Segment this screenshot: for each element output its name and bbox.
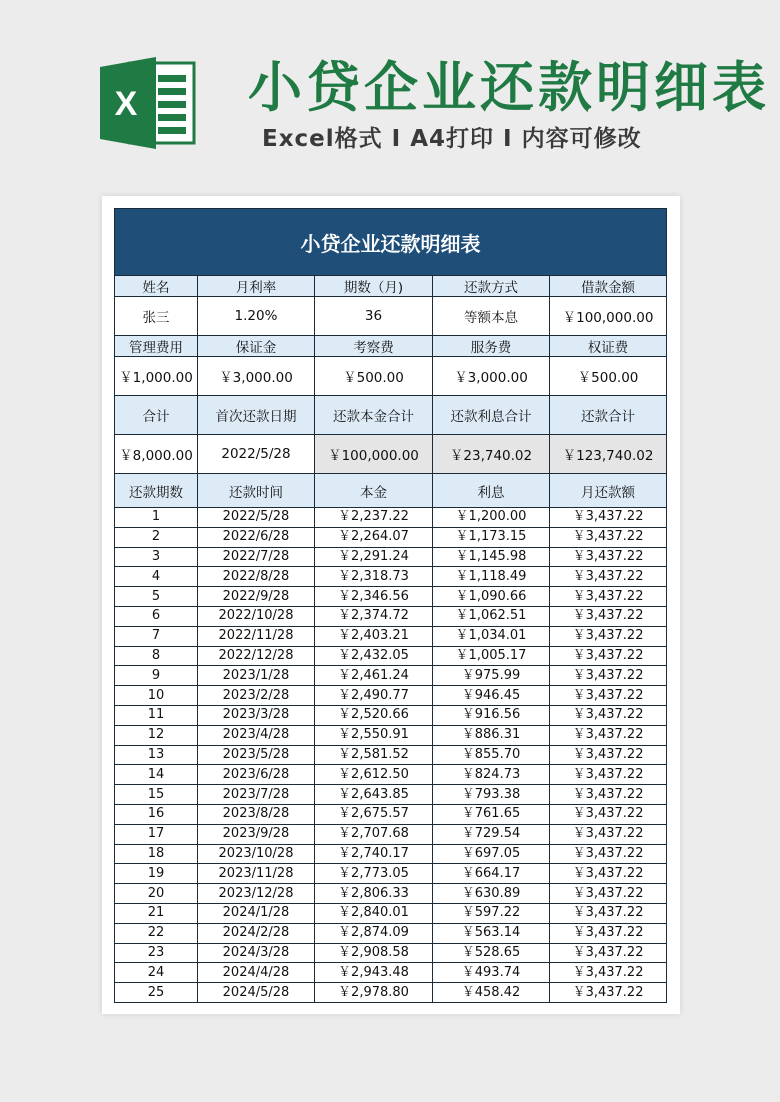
table-row xyxy=(115,508,667,528)
date-cell[interactable]: 2023/4/28 xyxy=(198,725,315,745)
date-cell[interactable]: 2023/12/28 xyxy=(198,884,315,904)
period-cell[interactable]: 8 xyxy=(115,646,198,666)
fees-total-cell[interactable]: ￥8,000.00 xyxy=(115,435,198,474)
monthly-payment-cell[interactable]: ￥3,437.22 xyxy=(550,745,667,765)
date-cell[interactable]: 2024/4/28 xyxy=(198,963,315,983)
interest-cell[interactable]: ￥793.38 xyxy=(433,785,550,805)
principal-cell[interactable]: ￥2,707.68 xyxy=(315,824,433,844)
principal-cell[interactable]: ￥2,581.52 xyxy=(315,745,433,765)
header-cell: 还款本金合计 xyxy=(315,396,433,435)
table-row xyxy=(115,824,667,844)
header-cell: 还款合计 xyxy=(550,396,667,435)
principal-cell[interactable]: ￥2,432.05 xyxy=(315,646,433,666)
borrower-name-cell[interactable]: 张三 xyxy=(115,297,198,336)
table-row xyxy=(115,983,667,1003)
principal-cell[interactable]: ￥2,461.24 xyxy=(315,666,433,686)
interest-cell[interactable]: ￥1,062.51 xyxy=(433,606,550,626)
fee-header-row xyxy=(115,336,667,357)
header-cell: 保证金 xyxy=(198,336,315,357)
table-row xyxy=(115,666,667,686)
date-cell[interactable]: 2023/11/28 xyxy=(198,864,315,884)
date-cell[interactable]: 2022/9/28 xyxy=(198,587,315,607)
table-row xyxy=(115,686,667,706)
title-certificate-fee-cell[interactable]: ￥500.00 xyxy=(550,357,667,396)
principal-cell[interactable]: ￥2,520.66 xyxy=(315,705,433,725)
header-cell: 利息 xyxy=(433,474,550,508)
period-cell[interactable]: 3 xyxy=(115,547,198,567)
principal-cell[interactable]: ￥2,643.85 xyxy=(315,785,433,805)
header-cell: 权证费 xyxy=(550,336,667,357)
principal-cell[interactable]: ￥2,346.56 xyxy=(315,587,433,607)
date-cell[interactable]: 2022/12/28 xyxy=(198,646,315,666)
table-row xyxy=(115,765,667,785)
loan-amount-cell[interactable]: ￥100,000.00 xyxy=(550,297,667,336)
interest-cell[interactable]: ￥630.89 xyxy=(433,884,550,904)
monthly-payment-cell[interactable]: ￥3,437.22 xyxy=(550,725,667,745)
table-row xyxy=(115,626,667,646)
info-header-row xyxy=(115,276,667,297)
table-row xyxy=(115,943,667,963)
interest-cell[interactable]: ￥946.45 xyxy=(433,686,550,706)
period-cell[interactable]: 19 xyxy=(115,864,198,884)
principal-cell[interactable]: ￥2,318.73 xyxy=(315,567,433,587)
term-months-cell[interactable]: 36 xyxy=(315,297,433,336)
interest-total-cell[interactable]: ￥23,740.02 xyxy=(433,435,550,474)
period-cell[interactable]: 14 xyxy=(115,765,198,785)
period-cell[interactable]: 21 xyxy=(115,903,198,923)
table-row xyxy=(115,745,667,765)
principal-cell[interactable]: ￥2,291.24 xyxy=(315,547,433,567)
interest-cell[interactable]: ￥1,118.49 xyxy=(433,567,550,587)
page-subtitle: Excel格式 I A4打印 I 内容可修改 xyxy=(262,126,642,152)
principal-cell[interactable]: ￥2,675.57 xyxy=(315,804,433,824)
monthly-payment-cell[interactable]: ￥3,437.22 xyxy=(550,884,667,904)
period-cell[interactable]: 11 xyxy=(115,705,198,725)
table-row xyxy=(115,785,667,805)
interest-cell[interactable]: ￥1,145.98 xyxy=(433,547,550,567)
table-title-row xyxy=(115,209,667,276)
interest-cell[interactable]: ￥824.73 xyxy=(433,765,550,785)
date-cell[interactable]: 2024/2/28 xyxy=(198,923,315,943)
date-cell[interactable]: 2023/10/28 xyxy=(198,844,315,864)
interest-cell[interactable]: ￥1,034.01 xyxy=(433,626,550,646)
header-cell: 姓名 xyxy=(115,276,198,297)
table-row xyxy=(115,923,667,943)
monthly-payment-cell[interactable]: ￥3,437.22 xyxy=(550,527,667,547)
inspection-fee-cell[interactable]: ￥500.00 xyxy=(315,357,433,396)
interest-cell[interactable]: ￥1,200.00 xyxy=(433,508,550,528)
table-row xyxy=(115,725,667,745)
period-cell[interactable]: 6 xyxy=(115,606,198,626)
period-cell[interactable]: 20 xyxy=(115,884,198,904)
management-fee-cell[interactable]: ￥1,000.00 xyxy=(115,357,198,396)
interest-cell[interactable]: ￥729.54 xyxy=(433,824,550,844)
table-row xyxy=(115,527,667,547)
date-cell[interactable]: 2023/9/28 xyxy=(198,824,315,844)
date-cell[interactable]: 2024/5/28 xyxy=(198,983,315,1003)
monthly-payment-cell[interactable]: ￥3,437.22 xyxy=(550,547,667,567)
monthly-payment-cell[interactable]: ￥3,437.22 xyxy=(550,824,667,844)
principal-cell[interactable]: ￥2,403.21 xyxy=(315,626,433,646)
payment-header-row xyxy=(115,474,667,508)
table-row xyxy=(115,963,667,983)
header-cell: 服务费 xyxy=(433,336,550,357)
principal-cell[interactable]: ￥2,740.17 xyxy=(315,844,433,864)
period-cell[interactable]: 24 xyxy=(115,963,198,983)
principal-cell[interactable]: ￥2,550.91 xyxy=(315,725,433,745)
period-cell[interactable]: 15 xyxy=(115,785,198,805)
period-cell[interactable]: 10 xyxy=(115,686,198,706)
table-row xyxy=(115,864,667,884)
table-row xyxy=(115,606,667,626)
interest-cell[interactable]: ￥1,090.66 xyxy=(433,587,550,607)
summary-header-row xyxy=(115,396,667,435)
interest-cell[interactable]: ￥975.99 xyxy=(433,666,550,686)
repayment-method-cell[interactable]: 等额本息 xyxy=(433,297,550,336)
date-cell[interactable]: 2023/8/28 xyxy=(198,804,315,824)
interest-cell[interactable]: ￥493.74 xyxy=(433,963,550,983)
first-payment-date-cell[interactable]: 2022/5/28 xyxy=(198,435,315,474)
period-cell[interactable]: 7 xyxy=(115,626,198,646)
interest-cell[interactable]: ￥563.14 xyxy=(433,923,550,943)
date-cell[interactable]: 2022/6/28 xyxy=(198,527,315,547)
principal-cell[interactable]: ￥2,874.09 xyxy=(315,923,433,943)
date-cell[interactable]: 2022/11/28 xyxy=(198,626,315,646)
table-row xyxy=(115,646,667,666)
date-cell[interactable]: 2024/3/28 xyxy=(198,943,315,963)
header-cell: 期数（月) xyxy=(315,276,433,297)
header-cell: 还款方式 xyxy=(433,276,550,297)
date-cell[interactable]: 2023/1/28 xyxy=(198,666,315,686)
date-cell[interactable]: 2023/7/28 xyxy=(198,785,315,805)
period-cell[interactable]: 23 xyxy=(115,943,198,963)
period-cell[interactable]: 4 xyxy=(115,567,198,587)
date-cell[interactable]: 2023/3/28 xyxy=(198,705,315,725)
date-cell[interactable]: 2023/2/28 xyxy=(198,686,315,706)
fee-value-row xyxy=(115,357,667,396)
principal-cell[interactable]: ￥2,773.05 xyxy=(315,864,433,884)
repayment-table xyxy=(114,208,667,1003)
principal-cell[interactable]: ￥2,612.50 xyxy=(315,765,433,785)
period-cell[interactable]: 25 xyxy=(115,983,198,1003)
monthly-payment-cell[interactable]: ￥3,437.22 xyxy=(550,666,667,686)
period-cell[interactable]: 22 xyxy=(115,923,198,943)
service-fee-cell[interactable]: ￥3,000.00 xyxy=(433,357,550,396)
monthly-payment-cell[interactable]: ￥3,437.22 xyxy=(550,785,667,805)
monthly-payment-cell[interactable]: ￥3,437.22 xyxy=(550,587,667,607)
monthly-payment-cell[interactable]: ￥3,437.22 xyxy=(550,804,667,824)
interest-cell[interactable]: ￥916.56 xyxy=(433,705,550,725)
date-cell[interactable]: 2023/5/28 xyxy=(198,745,315,765)
header-cell: 考察费 xyxy=(315,336,433,357)
period-cell[interactable]: 17 xyxy=(115,824,198,844)
monthly-payment-cell[interactable]: ￥3,437.22 xyxy=(550,626,667,646)
monthly-payment-cell[interactable]: ￥3,437.22 xyxy=(550,903,667,923)
principal-cell[interactable]: ￥2,908.58 xyxy=(315,943,433,963)
principal-cell[interactable]: ￥2,237.22 xyxy=(315,508,433,528)
header-cell: 合计 xyxy=(115,396,198,435)
principal-cell[interactable]: ￥2,978.80 xyxy=(315,983,433,1003)
table-row xyxy=(115,705,667,725)
summary-value-row xyxy=(115,435,667,474)
date-cell[interactable]: 2022/5/28 xyxy=(198,508,315,528)
monthly-payment-cell[interactable]: ￥3,437.22 xyxy=(550,983,667,1003)
header-cell: 借款金额 xyxy=(550,276,667,297)
monthly-payment-cell[interactable]: ￥3,437.22 xyxy=(550,923,667,943)
period-cell[interactable]: 2 xyxy=(115,527,198,547)
period-cell[interactable]: 12 xyxy=(115,725,198,745)
excel-logo-icon xyxy=(100,57,198,149)
interest-cell[interactable]: ￥1,173.15 xyxy=(433,527,550,547)
period-cell[interactable]: 13 xyxy=(115,745,198,765)
header-cell: 还款时间 xyxy=(198,474,315,508)
monthly-payment-cell[interactable]: ￥3,437.22 xyxy=(550,963,667,983)
monthly-payment-cell[interactable]: ￥3,437.22 xyxy=(550,943,667,963)
period-cell[interactable]: 1 xyxy=(115,508,198,528)
monthly-rate-cell[interactable]: 1.20% xyxy=(198,297,315,336)
table-row xyxy=(115,587,667,607)
principal-total-cell[interactable]: ￥100,000.00 xyxy=(315,435,433,474)
interest-cell[interactable]: ￥458.42 xyxy=(433,983,550,1003)
page-title: 小贷企业还款明细表 xyxy=(248,56,770,119)
monthly-payment-cell[interactable]: ￥3,437.22 xyxy=(550,864,667,884)
table-row xyxy=(115,804,667,824)
deposit-cell[interactable]: ￥3,000.00 xyxy=(198,357,315,396)
page-header xyxy=(0,0,780,190)
principal-cell[interactable]: ￥2,840.01 xyxy=(315,903,433,923)
principal-cell[interactable]: ￥2,490.77 xyxy=(315,686,433,706)
interest-cell[interactable]: ￥597.22 xyxy=(433,903,550,923)
interest-cell[interactable]: ￥528.65 xyxy=(433,943,550,963)
period-cell[interactable]: 18 xyxy=(115,844,198,864)
table-row xyxy=(115,567,667,587)
monthly-payment-cell[interactable]: ￥3,437.22 xyxy=(550,646,667,666)
spreadsheet-page xyxy=(102,196,680,1014)
monthly-payment-cell[interactable]: ￥3,437.22 xyxy=(550,606,667,626)
header-cell: 还款期数 xyxy=(115,474,198,508)
period-cell[interactable]: 16 xyxy=(115,804,198,824)
principal-cell[interactable]: ￥2,264.07 xyxy=(315,527,433,547)
interest-cell[interactable]: ￥855.70 xyxy=(433,745,550,765)
principal-cell[interactable]: ￥2,943.48 xyxy=(315,963,433,983)
date-cell[interactable]: 2024/1/28 xyxy=(198,903,315,923)
monthly-payment-cell[interactable]: ￥3,437.22 xyxy=(550,686,667,706)
interest-cell[interactable]: ￥664.17 xyxy=(433,864,550,884)
interest-cell[interactable]: ￥761.65 xyxy=(433,804,550,824)
header-cell: 管理费用 xyxy=(115,336,198,357)
header-cell: 首次还款日期 xyxy=(198,396,315,435)
monthly-payment-cell[interactable]: ￥3,437.22 xyxy=(550,705,667,725)
date-cell[interactable]: 2022/8/28 xyxy=(198,567,315,587)
header-cell: 月利率 xyxy=(198,276,315,297)
monthly-payment-cell[interactable]: ￥3,437.22 xyxy=(550,844,667,864)
principal-cell[interactable]: ￥2,806.33 xyxy=(315,884,433,904)
table-title: 小贷企业还款明细表 xyxy=(115,209,667,276)
interest-cell[interactable]: ￥1,005.17 xyxy=(433,646,550,666)
header-cell: 还款利息合计 xyxy=(433,396,550,435)
date-cell[interactable]: 2022/7/28 xyxy=(198,547,315,567)
date-cell[interactable]: 2022/10/28 xyxy=(198,606,315,626)
table-row xyxy=(115,884,667,904)
monthly-payment-cell[interactable]: ￥3,437.22 xyxy=(550,567,667,587)
monthly-payment-cell[interactable]: ￥3,437.22 xyxy=(550,765,667,785)
header-cell: 本金 xyxy=(315,474,433,508)
date-cell[interactable]: 2023/6/28 xyxy=(198,765,315,785)
principal-cell[interactable]: ￥2,374.72 xyxy=(315,606,433,626)
table-row xyxy=(115,547,667,567)
period-cell[interactable]: 9 xyxy=(115,666,198,686)
table-row xyxy=(115,844,667,864)
interest-cell[interactable]: ￥697.05 xyxy=(433,844,550,864)
header-cell: 月还款额 xyxy=(550,474,667,508)
period-cell[interactable]: 5 xyxy=(115,587,198,607)
repayment-total-cell[interactable]: ￥123,740.02 xyxy=(550,435,667,474)
monthly-payment-cell[interactable]: ￥3,437.22 xyxy=(550,508,667,528)
info-value-row xyxy=(115,297,667,336)
table-row xyxy=(115,903,667,923)
logo-letter: X xyxy=(114,85,138,123)
interest-cell[interactable]: ￥886.31 xyxy=(433,725,550,745)
